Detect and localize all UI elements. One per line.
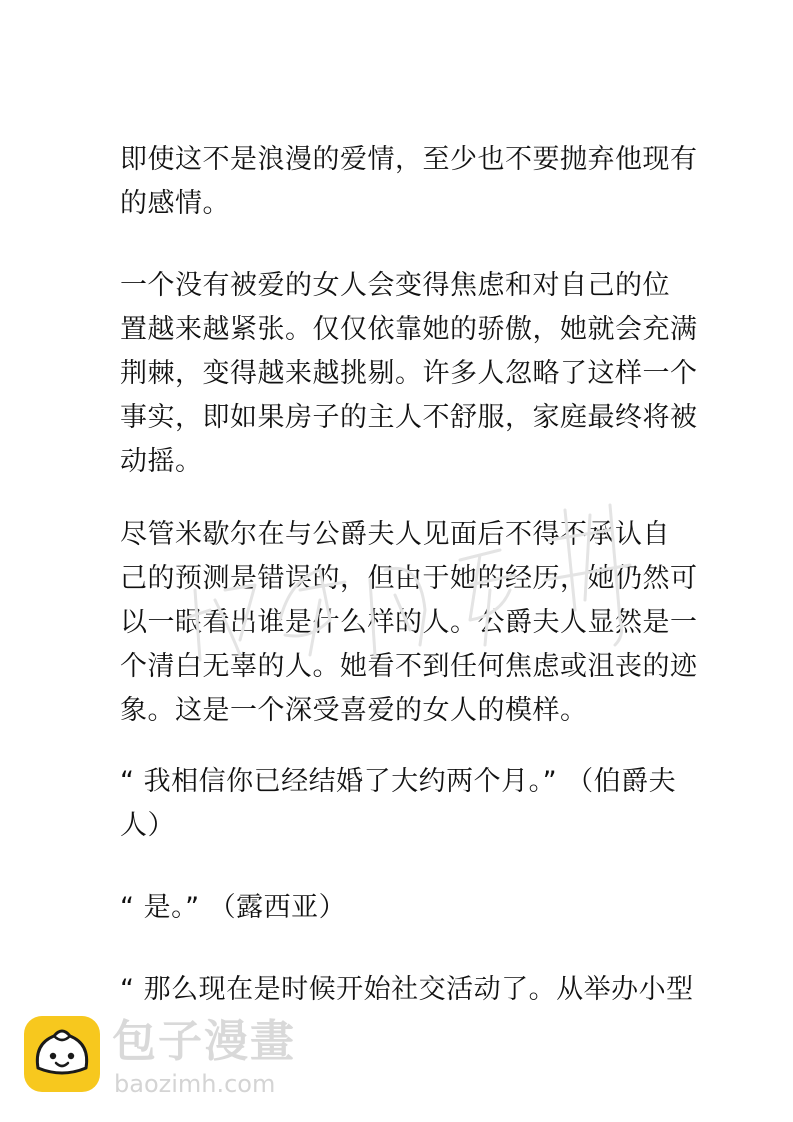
text-line: 事实，即如果房子的主人不舒服，家庭最终将被 [120, 402, 698, 433]
text-line: “ 是。” （露西亚） [120, 892, 347, 923]
bun-face-icon [24, 1016, 100, 1092]
text-line: “ 那么现在是时候开始社交活动了。从举办小型 [120, 974, 694, 1005]
text-line: 置越来越紧张。仅仅依靠她的骄傲，她就会充满 [120, 314, 698, 345]
text-line: “ 我相信你已经结婚了大约两个月。” （伯爵夫 [120, 766, 677, 797]
paragraph-6-dialogue [120, 968, 694, 1012]
text-line: 荆棘，变得越来越挑剔。许多人忽略了这样一个 [120, 358, 698, 389]
text-line: 人） [120, 810, 175, 841]
text-line: 己的预测是错误的，但由于她的经历，她仍然可 [120, 563, 698, 594]
text-line: 尽管米歇尔在与公爵夫人见面后不得不承认自 [120, 519, 670, 550]
paragraph-1 [120, 138, 698, 226]
text-line: 以一眼看出谁是什么样的人。公爵夫人显然是一 [120, 607, 698, 638]
paragraph-5-dialogue [120, 886, 680, 930]
site-logo [24, 1016, 324, 1106]
logo-text: 包子漫畫 [112, 1016, 296, 1067]
text-line: 的感情。 [120, 188, 230, 219]
paragraph-2 [120, 264, 698, 484]
text-line: 一个没有被爱的女人会变得焦虑和对自己的位 [120, 270, 670, 301]
logo-url: baozimh.com [114, 1070, 276, 1098]
paragraph-3 [120, 513, 698, 733]
text-line: 即使这不是浪漫的爱情，至少也不要抛弃他现有 [120, 144, 698, 175]
text-line: 个清白无辜的人。她看不到任何焦虑或沮丧的迹 [120, 651, 698, 682]
text-line: 象。这是一个深受喜爱的女人的模样。 [120, 695, 588, 726]
text-line: 动摇。 [120, 446, 203, 477]
paragraph-4-dialogue [120, 760, 680, 848]
